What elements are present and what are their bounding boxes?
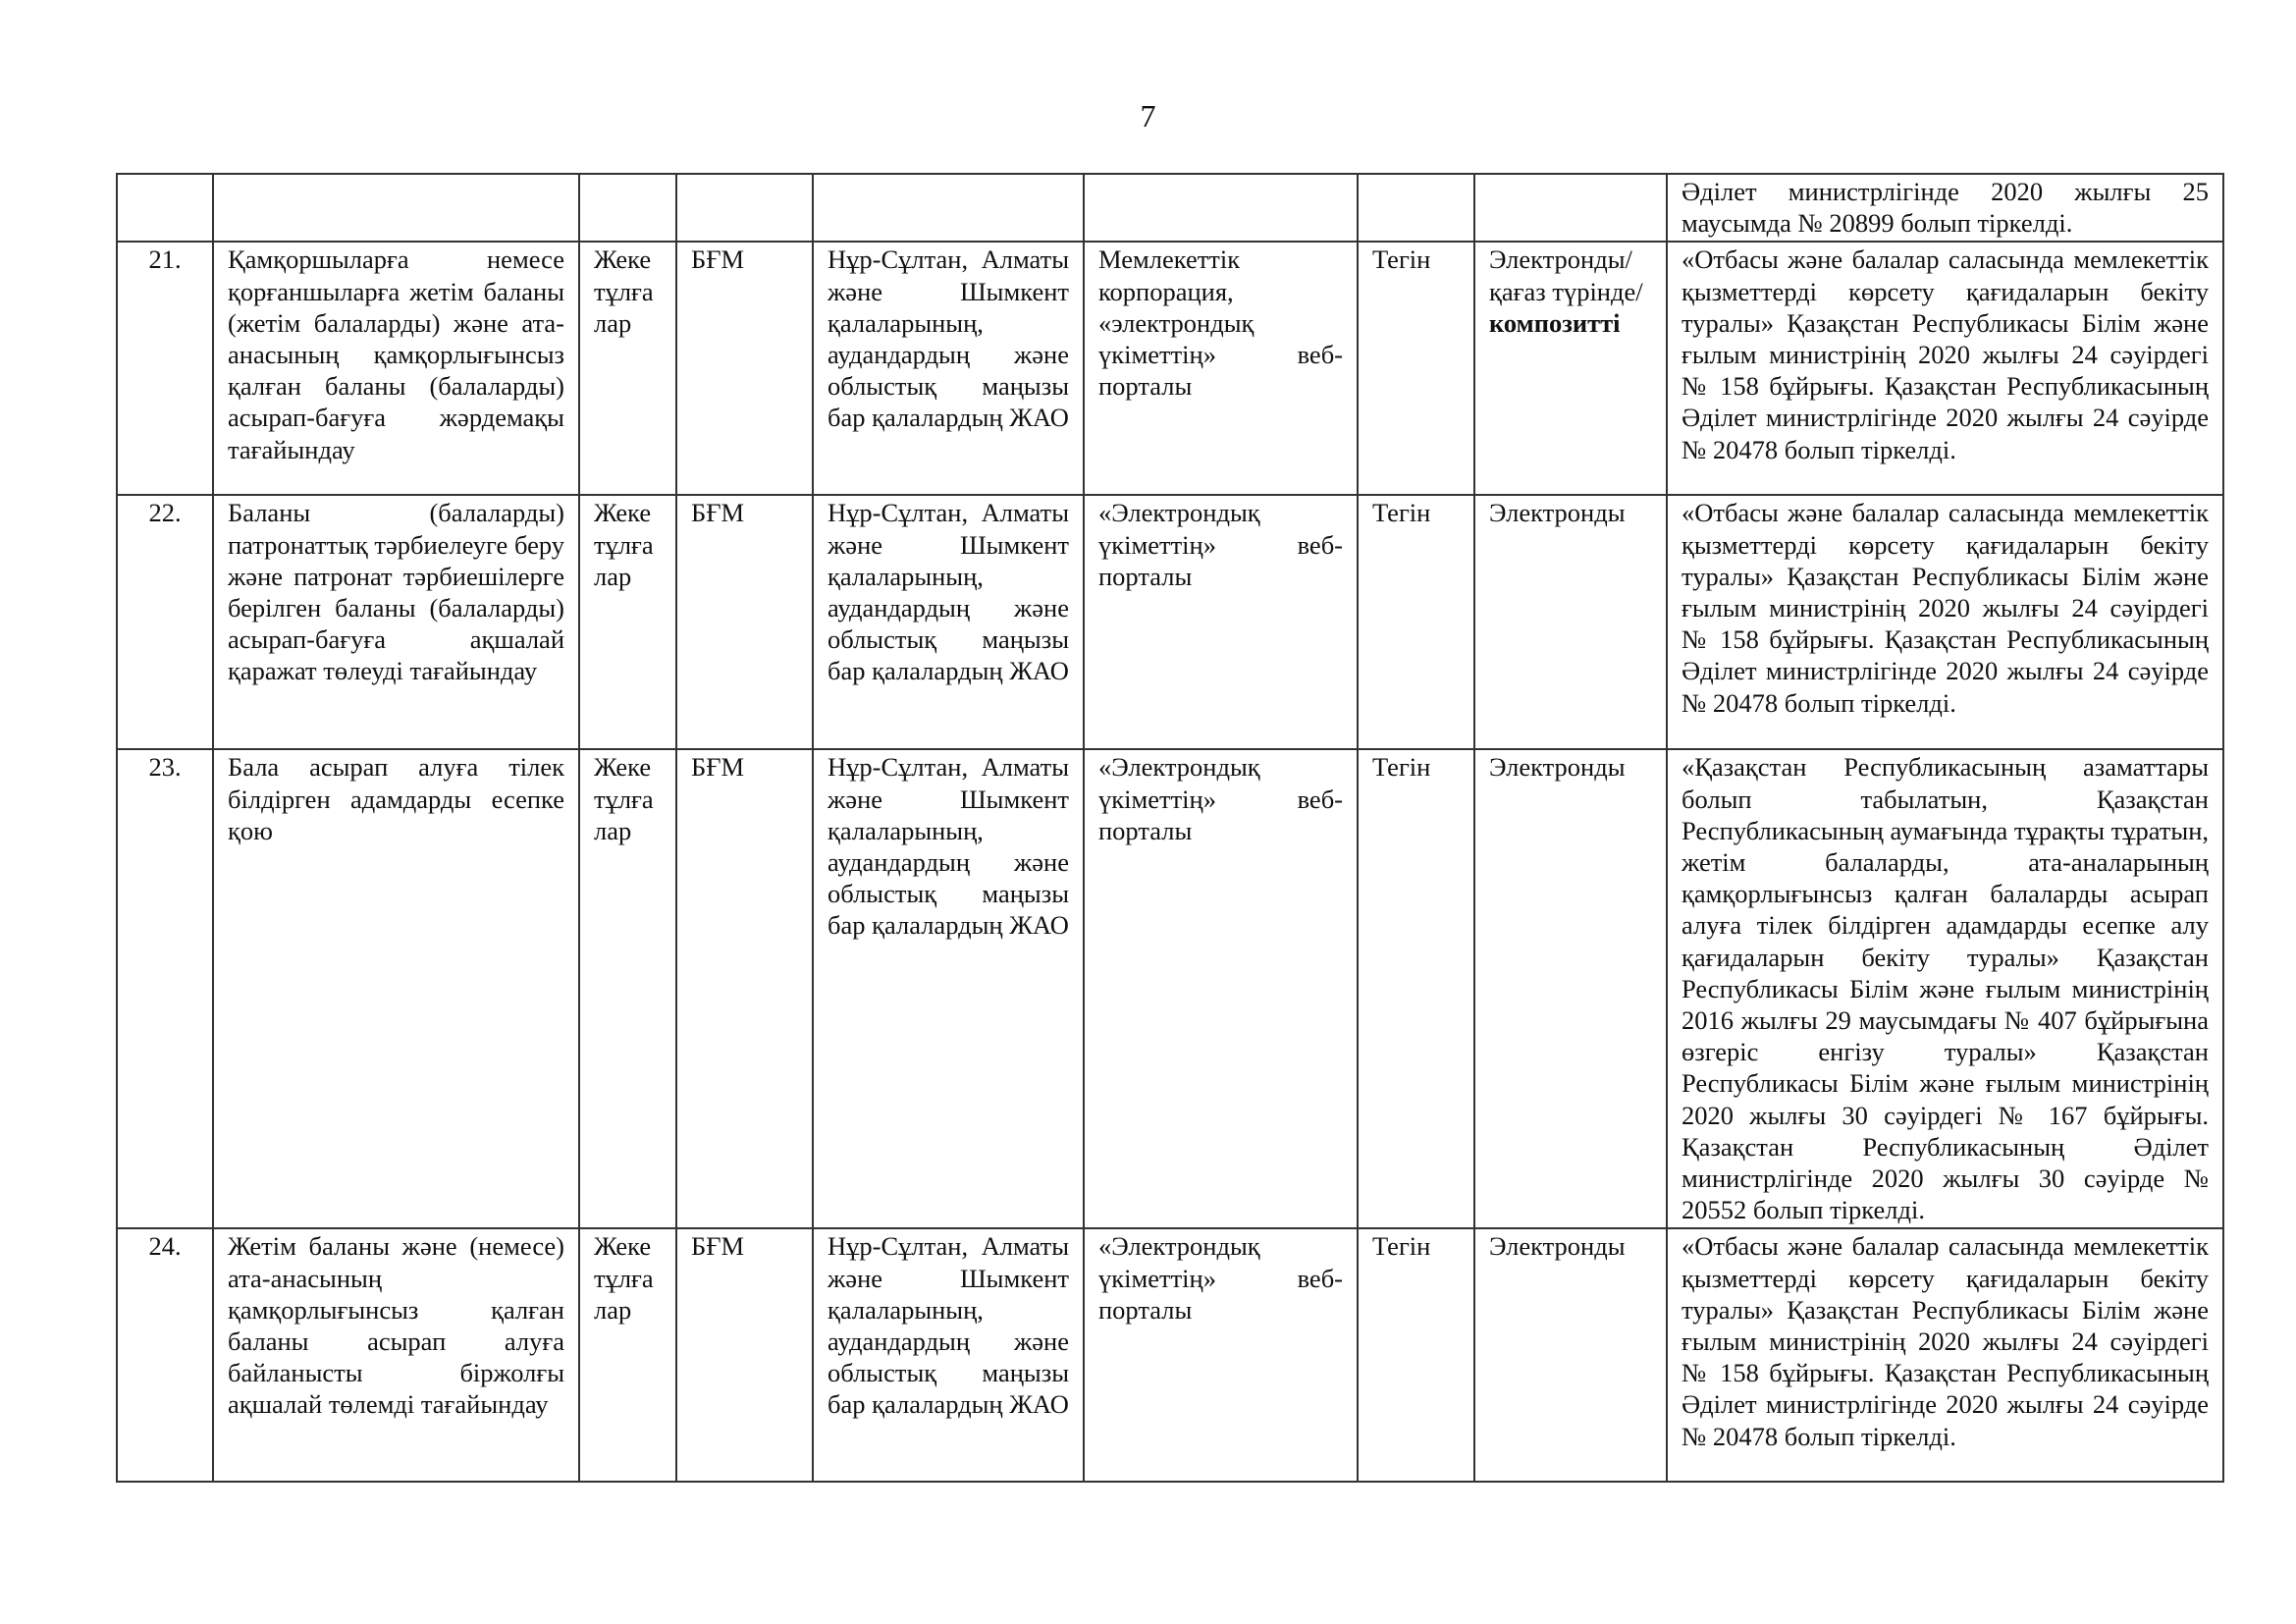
cell-num xyxy=(117,174,213,242)
cell-agency: БҒМ xyxy=(676,749,813,1228)
cell-provider: Нұр-Сұлтан, Алматы және Шымкент қалаларының, аудандардың және облыстық маңызы бар қалалардың ЖАО xyxy=(813,495,1084,749)
cell-service: Баланы (балаларды) патронаттық тәрбиелеуге беру және патронат тәрбиешілерге берілген баланы (балаларды) асырап-бағуға ақшалай қаражат төлеуді тағайындау xyxy=(213,495,579,749)
table-row xyxy=(117,495,2223,749)
cell-num: 24. xyxy=(117,1228,213,1482)
cell-num: 21. xyxy=(117,242,213,495)
cell-form xyxy=(1474,749,1667,1228)
cell-num: 22. xyxy=(117,495,213,749)
cell-legal-basis: «Отбасы және балалар саласында мемлекеттік қызметтерді көрсету қағидаларын бекіту туралы» Қазақстан Республикасы Білім және ғылым министрінің 2020 жылғы 24 сәуірдегі № 158 бұйрығы. Қазақстан Республикасының Әділет министрлігінде 2020 жылғы 24 сәуірде № 20478 болып тіркелді. xyxy=(1667,242,2223,495)
cell-provider: Нұр-Сұлтан, Алматы және Шымкент қалаларының, аудандардың және облыстық маңызы бар қалалардың ЖАО xyxy=(813,1228,1084,1482)
cell-service: Бала асырап алуға тілек білдірген адамдарды есепке қою xyxy=(213,749,579,1228)
services-table xyxy=(116,173,2224,1483)
cell-legal-basis: «Отбасы және балалар саласында мемлекеттік қызметтерді көрсету қағидаларын бекіту туралы» Қазақстан Республикасы Білім және ғылым министрінің 2020 жылғы 24 сәуірдегі № 158 бұйрығы. Қазақстан Республикасының Әділет министрлігінде 2020 жылғы 24 сәуірде № 20478 болып тіркелді. xyxy=(1667,495,2223,749)
form-text: Электронды xyxy=(1489,498,1626,528)
cell-recipient: Жеке тұлға лар xyxy=(579,1228,676,1482)
cell-agency: БҒМ xyxy=(676,495,813,749)
cell-service xyxy=(213,174,579,242)
cell-channel: «Электрондық үкіметтің» веб-порталы xyxy=(1084,749,1358,1228)
cell-form xyxy=(1474,495,1667,749)
cell-agency: БҒМ xyxy=(676,1228,813,1482)
page-number: 7 xyxy=(1140,98,1156,134)
cell-channel xyxy=(1084,174,1358,242)
table-row xyxy=(117,1228,2223,1482)
cell-channel: «Электрондық үкіметтің» веб-порталы xyxy=(1084,1228,1358,1482)
cell-legal-basis: «Отбасы және балалар саласында мемлекеттік қызметтерді көрсету қағидаларын бекіту туралы» Қазақстан Республикасы Білім және ғылым министрінің 2020 жылғы 24 сәуірдегі № 158 бұйрығы. Қазақстан Республикасының Әділет министрлігінде 2020 жылғы 24 сәуірде № 20478 болып тіркелді. xyxy=(1667,1228,2223,1482)
cell-channel: «Электрондық үкіметтің» веб-порталы xyxy=(1084,495,1358,749)
cell-recipient xyxy=(579,174,676,242)
cell-service: Жетім баланы және (немесе) ата-анасының қамқорлығынсыз қалған баланы асырап алуға байланысты біржолғы ақшалай төлемді тағайындау xyxy=(213,1228,579,1482)
cell-fee: Тегін xyxy=(1358,495,1474,749)
cell-form xyxy=(1474,242,1667,495)
cell-recipient: Жеке тұлға лар xyxy=(579,242,676,495)
form-text: Электронды xyxy=(1489,1231,1626,1262)
cell-provider: Нұр-Сұлтан, Алматы және Шымкент қалаларының, аудандардың және облыстық маңызы бар қалалардың ЖАО xyxy=(813,242,1084,495)
cell-provider xyxy=(813,174,1084,242)
cell-legal-basis: Әділет министрлігінде 2020 жылғы 25 маусымда № 20899 болып тіркелді. xyxy=(1667,174,2223,242)
cell-fee: Тегін xyxy=(1358,242,1474,495)
form-text: Электронды xyxy=(1489,752,1626,783)
cell-agency xyxy=(676,174,813,242)
cell-fee: Тегін xyxy=(1358,749,1474,1228)
table-row xyxy=(117,749,2223,1228)
table-row-continuation xyxy=(117,174,2223,242)
cell-num: 23. xyxy=(117,749,213,1228)
cell-form xyxy=(1474,1228,1667,1482)
cell-channel: Мемлекеттік корпорация, «электрондық үкіметтің» веб-порталы xyxy=(1084,242,1358,495)
cell-provider: Нұр-Сұлтан, Алматы және Шымкент қалаларының, аудандардың және облыстық маңызы бар қалалардың ЖАО xyxy=(813,749,1084,1228)
cell-service: Қамқоршыларға немесе қорғаншыларға жетім баланы (жетім балаларды) және ата-анасының қамқорлығынсыз қалған баланы (балаларды) асырап-бағуға жәрдемақы тағайындау xyxy=(213,242,579,495)
form-text: Электронды/ қағаз түрінде/ xyxy=(1489,244,1643,306)
cell-recipient: Жеке тұлға лар xyxy=(579,749,676,1228)
cell-legal-basis: «Қазақстан Республикасының азаматтары болып табылатын, Қазақстан Республикасының аумағында тұрақты тұратын, жетім балаларды, ата-аналарының қамқорлығынсыз қалған балаларды асырап алуға тілек білдірген адамдарды есепке алу қағидаларын бекіту туралы» Қазақстан Республикасы Білім және ғылым министрінің 2016 жылғы 29 маусымдағы № 407 бұйрығына өзгеріс енгізу туралы» Қазақстан Республикасы Білім және ғылым министрінің 2020 жылғы 30 сәуірдегі № 167 бұйрығы. Қазақстан Республикасының Әділет министрлігінде 2020 жылғы 30 сәуірде № 20552 болып тіркелді. xyxy=(1667,749,2223,1228)
cell-form xyxy=(1474,174,1667,242)
table-row xyxy=(117,242,2223,495)
form-text-bold: композитті xyxy=(1489,307,1621,338)
cell-fee: Тегін xyxy=(1358,1228,1474,1482)
cell-recipient: Жеке тұлға лар xyxy=(579,495,676,749)
cell-agency: БҒМ xyxy=(676,242,813,495)
cell-fee xyxy=(1358,174,1474,242)
